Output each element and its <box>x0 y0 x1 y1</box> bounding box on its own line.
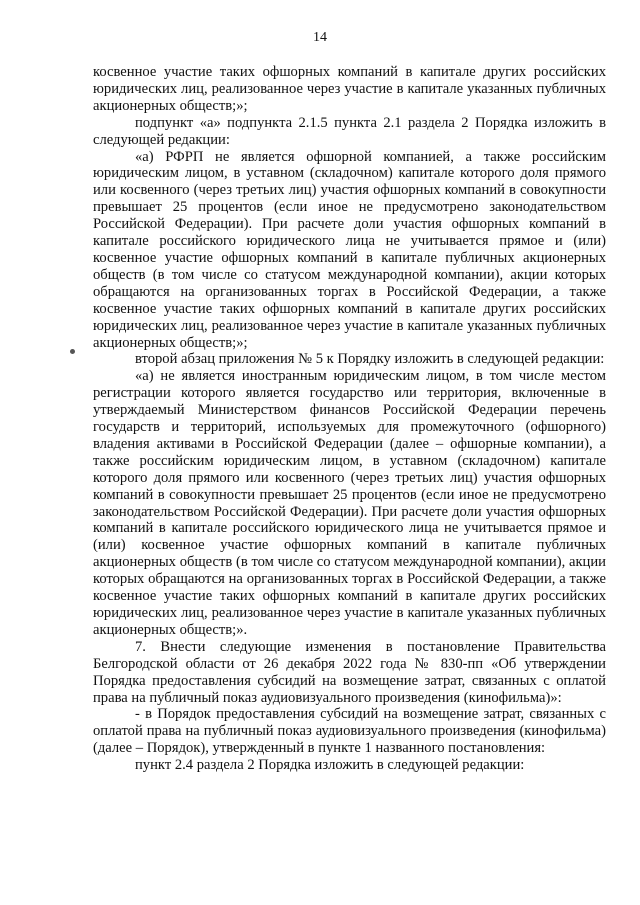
margin-dot <box>70 349 75 354</box>
paragraph: второй абзац приложения № 5 к Порядку изложить в следующей редакции: <box>135 351 605 368</box>
paragraph: «а) РФРП не является офшорной компанией, а также российским юридическим лицом, в уставном (складочном) капитале которого доля прямого или косвенного (через третьих лиц) участия офшорных компаний в совокупности превышает 25 процентов (если иное не предусмотрено законодательством Российской Федерации). При расчете доли участия офшорных компаний в капитале российского юридического лица не учитывается прямое и (или) косвенное участие офшорных компаний в капитале публичных акционерных обществ (в том числе со статусом международной компании), акции которых обращаются на организованных торгах в Российской Федерации, а также косвенное участие таких офшорных компаний в капитале других российских юридических лиц, реализованное через участие в капитале указанных публичных акционерных обществ;»; <box>93 148 606 351</box>
paragraph: 7. Внести следующие изменения в постановление Правительства Белгородской области от 26 декабря 2022 года № 830-пп «Об утверждении Порядка предоставления субсидий на возмещение затрат, связанных с оплатой права на публичный показ аудиовизуального произведения (кинофильма)»: <box>93 638 606 706</box>
paragraph: - в Порядок предоставления субсидий на возмещение затрат, связанных с оплатой права на публичный показ аудиовизуального произведения (кинофильма) (далее – Порядок), утвержденный в пункте 1 названного постановления: <box>93 706 606 757</box>
paragraph: косвенное участие таких офшорных компаний в капитале других российских юридических лиц, реализованное через участие в капитале указанных публичных акционерных обществ;»; <box>93 64 606 114</box>
page-number: 14 <box>313 30 327 45</box>
document-body <box>93 64 606 774</box>
paragraph: пункт 2.4 раздела 2 Порядка изложить в следующей редакции: <box>135 757 525 774</box>
paragraph: «а) не является иностранным юридическим лицом, в том числе местом регистрации которого является государство или территория, включенные в утверждаемый Министерством финансов Российской Федерации перечень государств и территорий, используемых для промежуточного (офшорного) владения активами в Российской Федерации (далее – офшорные компании), а также российским юридическим лицом, в уставном (складочном) капитале которого доля прямого или косвенного (через третьих лиц) участия офшорных компаний в совокупности превышает 25 процентов (если иное не предусмотрено законодательством Российской Федерации). При расчете доли участия офшорных компаний в капитале российского юридического лица не учитывается прямое и (или) косвенное участие офшорных компаний в капитале публичных акционерных обществ (в том числе со статусом международной компании), акции которых обращаются на организованных торгах в Российской Федерации, а также косвенное участие таких офшорных компаний в капитале других российских юридических лиц, реализованное через участие в капитале указанных публичных акционерных обществ;». <box>93 368 606 638</box>
paragraph: подпункт «а» подпункта 2.1.5 пункта 2.1 раздела 2 Порядка изложить в следующей редакции: <box>93 114 606 148</box>
